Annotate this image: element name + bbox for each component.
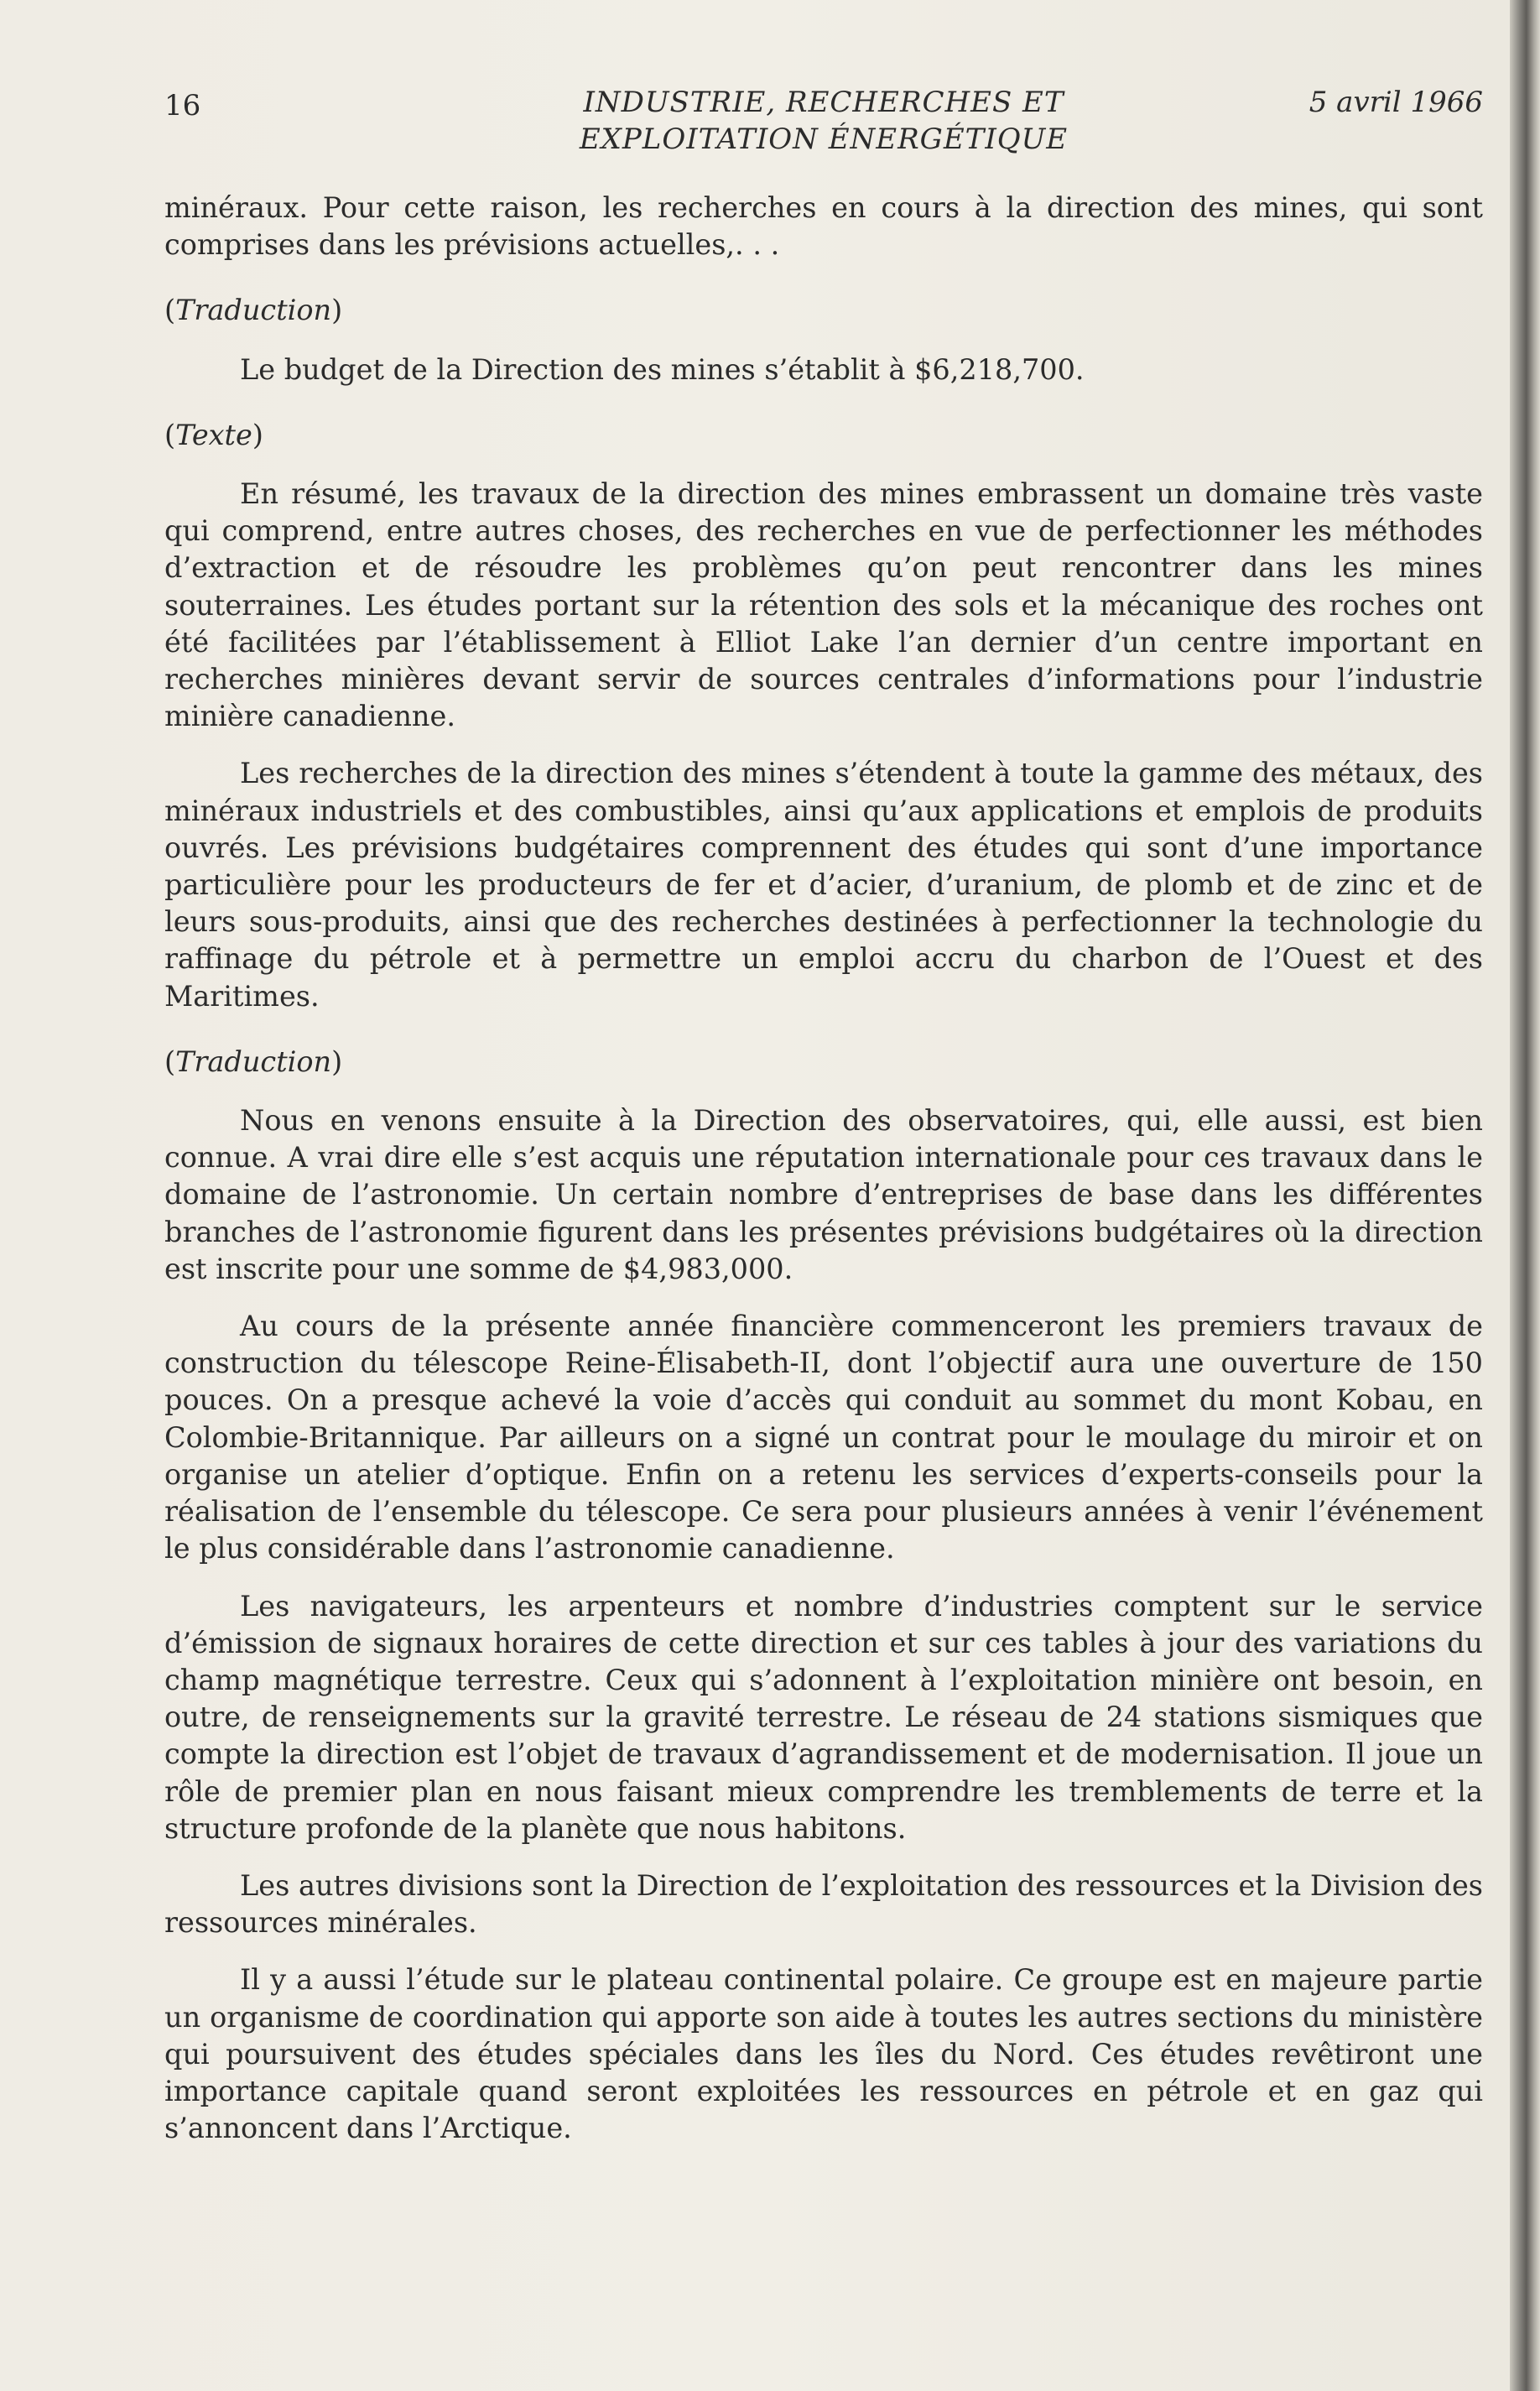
page-body	[164, 190, 1483, 2167]
running-title	[164, 84, 1483, 158]
paragraph-intro: minéraux. Pour cette raison, les recherches en cours à la direction des mines, qui sont comprises dans les prévisions actuelles,. . .	[164, 191, 1483, 262]
section-label-traduction: (Traduction)	[164, 294, 343, 327]
paragraph-observatoires: Nous en venons ensuite à la Direction des observatoires, qui, elle aussi, est bien connue. A vrai dire elle s’est acquis une réputation internationale pour ces travaux dans le domaine de l’astronomie. Un certain nombre d’entreprises de base dans les différentes branches de l’astronomie figurent dans les présentes prévisions budgétaires où la direction est inscrite pour une somme de $4,983,000.	[164, 1104, 1483, 1285]
section-label-text: Traduction	[175, 1044, 332, 1078]
page-binding-edge	[1510, 0, 1540, 2391]
running-title-line-1: INDUSTRIE, RECHERCHES ET	[583, 86, 1064, 119]
paragraph-recherches: Les recherches de la direction des mines s’étendent à toute la gamme des métaux, des minéraux industriels et des combustibles, ainsi qu’aux applications et emplois de produits ouvrés. Les prévisions budgétaires comprennent des études qui sont d’une importance particulière pour les producteurs de fer et d’acier, d’uranium, de plomb et de zinc et de leurs sous-produits, ainsi que des recherches destinées à perfectionner la technologie du raffinage du pétrole et à permettre un emploi accru du charbon de l’Ouest et des Maritimes.	[164, 757, 1483, 1013]
paragraph-resume: En résumé, les travaux de la direction des mines embrassent un domaine très vaste qui comprend, entre autres choses, des recherches en vue de perfectionner les méthodes d’extraction et de résoudre les problèmes qu’on peut rencontrer dans les mines souterraines. Les études portant sur la rétention des sols et la mécanique des roches ont été facilitées par l’établissement à Elliot Lake l’an dernier d’un centre important en recherches minières devant servir de sources centrales d’informations pour l’industrie minière canadienne.	[164, 477, 1483, 733]
section-label-texte: (Texte)	[164, 418, 263, 451]
running-title-line-2: EXPLOITATION ÉNERGÉTIQUE	[579, 122, 1069, 156]
paragraph-plateau: Il y a aussi l’étude sur le plateau continental polaire. Ce groupe est en majeure partie un organisme de coordination qui apporte son aide à toutes les autres sections du ministère qui poursuivent des études spéciales dans les îles du Nord. Ces études revêtiront une importance capitale quand seront exploitées les ressources en pétrole et en gaz qui s’annoncent dans l’Arctique.	[164, 1963, 1483, 2145]
paragraph-budget: Le budget de la Direction des mines s’établit à $6,218,700.	[240, 352, 1085, 386]
paragraph-divisions: Les autres divisions sont la Direction de l’exploitation des ressources et la Division des ressources minérales.	[164, 1868, 1483, 1940]
paragraph-telescope: Au cours de la présente année financière commenceront les premiers travaux de construction du télescope Reine-Élisabeth-II, dont l’objectif aura une ouverture de 150 pouces. On a presque achevé la voie d’accès qui conduit au sommet du mont Kobau, en Colombie-Britannique. Par ailleurs on a signé un contrat pour le moulage du miroir et on organise un atelier d’optique. Enfin on a retenu les services d’experts-conseils pour la réalisation de l’ensemble du télescope. Ce sera pour plusieurs années à venir l’événement le plus considérable dans l’astronomie canadienne.	[164, 1310, 1483, 1565]
section-label-text: Traduction	[175, 294, 332, 327]
section-label-text: Texte	[175, 418, 252, 451]
paragraph-navigateurs: Les navigateurs, les arpenteurs et nombre d’industries comptent sur le service d’émission de signaux horaires de cette direction et sur ces tables à jour des variations du champ magnétique terrestre. Ceux qui s’adonnent à l’exploitation minière ont besoin, en outre, de renseignements sur la gravité terrestre. Le réseau de 24 stations sismiques que compte la direction est l’objet de travaux d’agrandissement et de modernisation. Il joue un rôle de premier plan en nous faisant mieux comprendre les tremblements de terre et la structure profonde de la planète que nous habitons.	[164, 1589, 1483, 1845]
section-label-traduction: (Traduction)	[164, 1044, 343, 1078]
page-date: 5 avril 1966	[1308, 86, 1483, 119]
page-header	[164, 84, 1483, 159]
page-number: 16	[164, 89, 201, 122]
